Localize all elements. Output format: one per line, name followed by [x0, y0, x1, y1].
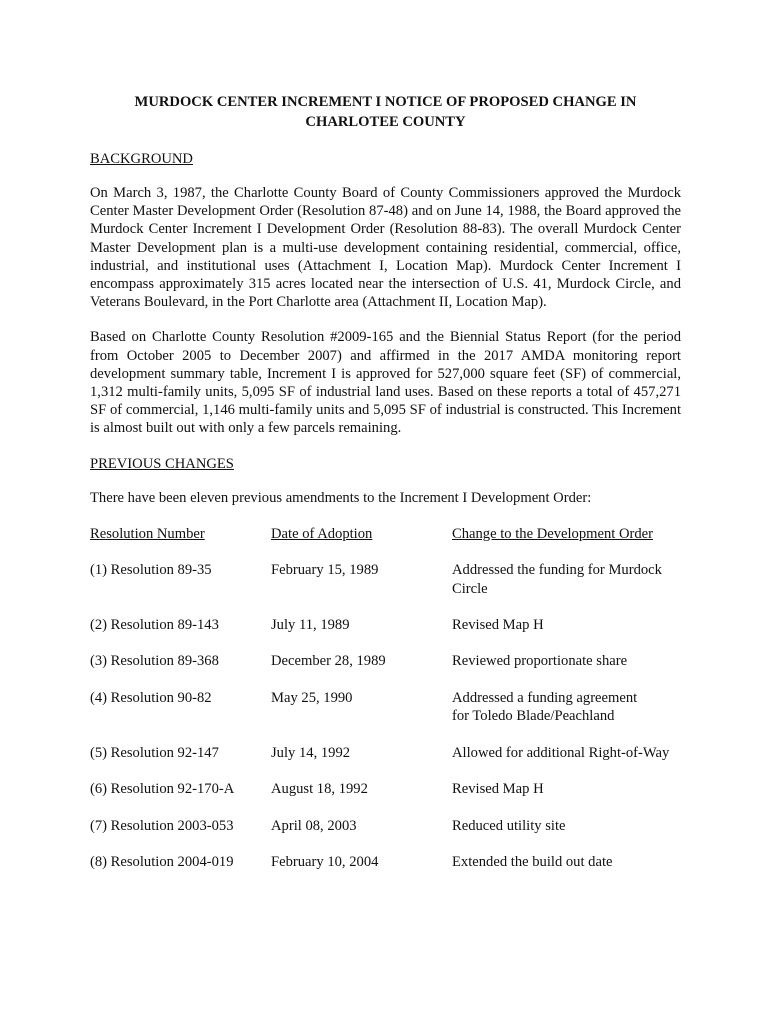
change-cell	[452, 689, 681, 744]
change-cell: Reviewed proportionate share	[452, 653, 628, 670]
change-cell: Revised Map H	[452, 617, 544, 634]
change-line-2: for Toledo Blade/Peachland	[452, 708, 615, 725]
table-row	[90, 853, 681, 889]
date-cell: February 15, 1989	[271, 562, 379, 579]
previous-changes-intro: There have been eleven previous amendments to the Increment I Development Order:	[90, 489, 592, 506]
table-row	[90, 780, 681, 816]
table-row	[90, 744, 681, 780]
change-cell: Reduced utility site	[452, 817, 566, 834]
resolution-cell: (4) Resolution 90-82	[90, 689, 212, 706]
change-line-1: Addressed a funding agreement	[452, 689, 638, 706]
background-paragraph-2: Based on Charlotte County Resolution #2009-165 and the Biennial Status Report (for the period from October 2005 to December 2007) and affirmed in the 2017 AMDA monitoring report development summary table, Increment I is approved for 527,000 square feet (SF) of commercial, 1,312 multi-family units, 5,095 SF of industrial land uses. Based on these reports a total of 457,271 SF of commercial, 1,146 multi-family units and 5,095 SF of industrial is constructed. This Increment is almost built out with only a few parcels remaining.	[90, 329, 681, 437]
resolution-cell: (1) Resolution 89-35	[90, 562, 212, 579]
date-cell: July 11, 1989	[271, 617, 350, 634]
resolution-cell: (5) Resolution 92-147	[90, 744, 219, 761]
date-cell: August 18, 1992	[271, 781, 368, 798]
resolution-cell: (3) Resolution 89-368	[90, 653, 219, 670]
resolutions-table	[90, 525, 681, 889]
table-row	[90, 817, 681, 853]
date-cell: February 10, 2004	[271, 853, 379, 870]
background-paragraph-1: On March 3, 1987, the Charlotte County Board of County Commissioners approved the Murdock Center Master Development Order (Resolution 87-48) and on June 14, 1988, the Board approved the Murdock Center Increment I Development Order (Resolution 88-83). The overall Murdock Center Master Development plan is a multi-use development containing residential, commercial, office, industrial, and institutional uses (Attachment I, Location Map). Murdock Center Increment I encompass approximately 315 acres located near the intersection of U.S. 41, Murdock Circle, and Veterans Boulevard, in the Port Charlotte area (Attachment II, Location Map).	[90, 185, 681, 311]
change-cell: Revised Map H	[452, 781, 544, 798]
table-row	[90, 616, 681, 652]
column-header-resolution: Resolution Number	[90, 525, 205, 542]
document-title	[90, 92, 681, 132]
date-cell: May 25, 1990	[271, 689, 353, 706]
change-cell: Addressed the funding for Murdock Circle	[452, 562, 662, 597]
table-row	[90, 689, 681, 744]
date-cell: July 14, 1992	[271, 744, 351, 761]
title-line-2: CHARLOTEE COUNTY	[305, 114, 466, 130]
previous-changes-heading: PREVIOUS CHANGES	[90, 455, 234, 472]
resolution-cell: (6) Resolution 92-170-A	[90, 781, 235, 798]
column-header-change: Change to the Development Order	[452, 525, 654, 542]
table-row	[90, 561, 681, 616]
date-cell: December 28, 1989	[271, 653, 386, 670]
table-row	[90, 652, 681, 688]
title-line-1: MURDOCK CENTER INCREMENT I NOTICE OF PROPOSED CHANGE IN	[134, 94, 637, 110]
resolution-cell: (7) Resolution 2003-053	[90, 817, 234, 834]
document-page	[90, 92, 681, 889]
column-header-date: Date of Adoption	[271, 525, 373, 542]
resolution-cell: (2) Resolution 89-143	[90, 617, 219, 634]
background-heading: BACKGROUND	[90, 151, 193, 167]
table-header-row	[90, 525, 681, 561]
resolution-cell: (8) Resolution 2004-019	[90, 853, 234, 870]
change-cell: Extended the build out date	[452, 853, 613, 870]
date-cell: April 08, 2003	[271, 817, 357, 834]
change-cell: Allowed for additional Right-of-Way	[452, 744, 670, 761]
